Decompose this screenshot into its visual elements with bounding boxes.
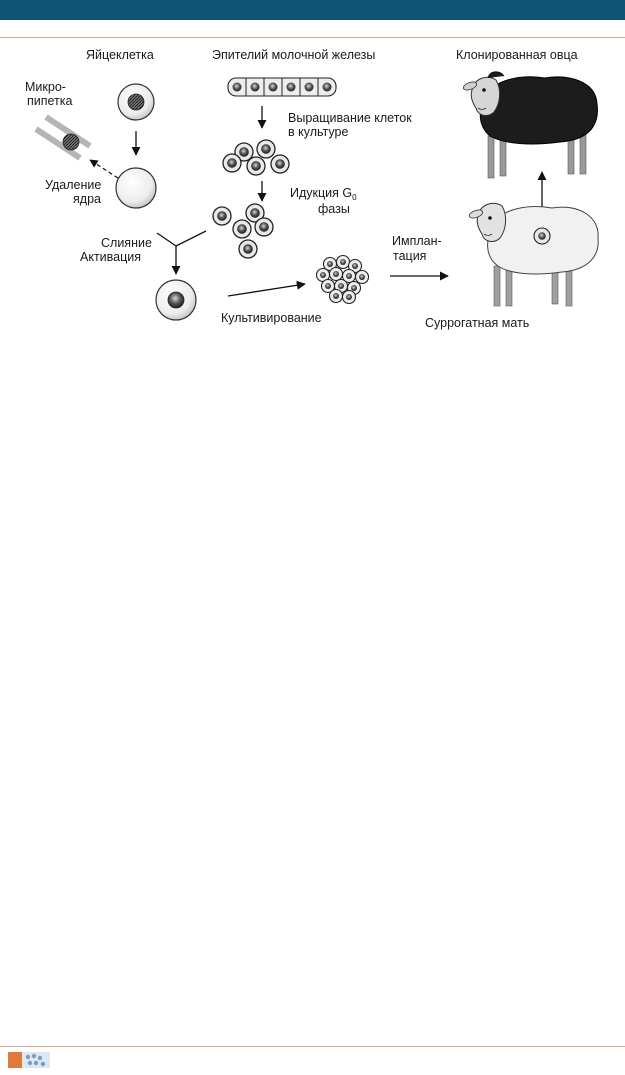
label-epithelium: Эпителий молочной железы: [212, 48, 376, 62]
cloned-sheep: [462, 72, 597, 178]
embryo-cluster: [317, 256, 369, 304]
enucleated-egg: [116, 168, 156, 208]
label-fusion: Слияние: [101, 236, 152, 250]
arrow-enucleation: [90, 160, 118, 178]
label-culture-growth-2: в культуре: [288, 125, 349, 139]
arrow-cultivation: [228, 284, 305, 296]
label-cultivation: Культивирование: [221, 311, 322, 325]
epithelium-cells: [228, 78, 336, 96]
publisher-logo-icon: [8, 1050, 52, 1070]
label-micropipette-1: Микро-: [25, 80, 66, 94]
label-activation: Активация: [80, 250, 142, 264]
label-implantation-1: Имплан-: [392, 234, 442, 248]
label-g0-prefix: Идукция G: [290, 186, 353, 200]
g0-cells: [213, 204, 273, 258]
label-surrogate-mother: Суррогатная мать: [425, 316, 530, 330]
header-bar: [0, 0, 625, 20]
fusion-junction: [157, 231, 206, 274]
cultured-cells: [223, 140, 289, 175]
bottom-divider: [0, 1046, 625, 1047]
egg-cell: [118, 84, 154, 120]
label-cloned-sheep: Клонированная овца: [456, 48, 578, 62]
reconstructed-egg: [156, 280, 196, 320]
label-enucleation-2: ядра: [73, 192, 101, 206]
label-g0-subscript: 0: [352, 193, 357, 202]
label-micropipette-2: пипетка: [27, 94, 73, 108]
label-implantation-2: тация: [393, 249, 427, 263]
label-culture-growth-1: Выращивание клеток: [288, 111, 412, 125]
label-g0-phase: фазы: [318, 202, 350, 216]
surrogate-sheep: [468, 203, 598, 306]
cloning-diagram: [0, 38, 625, 338]
micropipette: [36, 117, 90, 158]
label-egg-cell: Яйцеклетка: [86, 48, 154, 62]
label-enucleation-1: Удаление: [45, 178, 102, 192]
